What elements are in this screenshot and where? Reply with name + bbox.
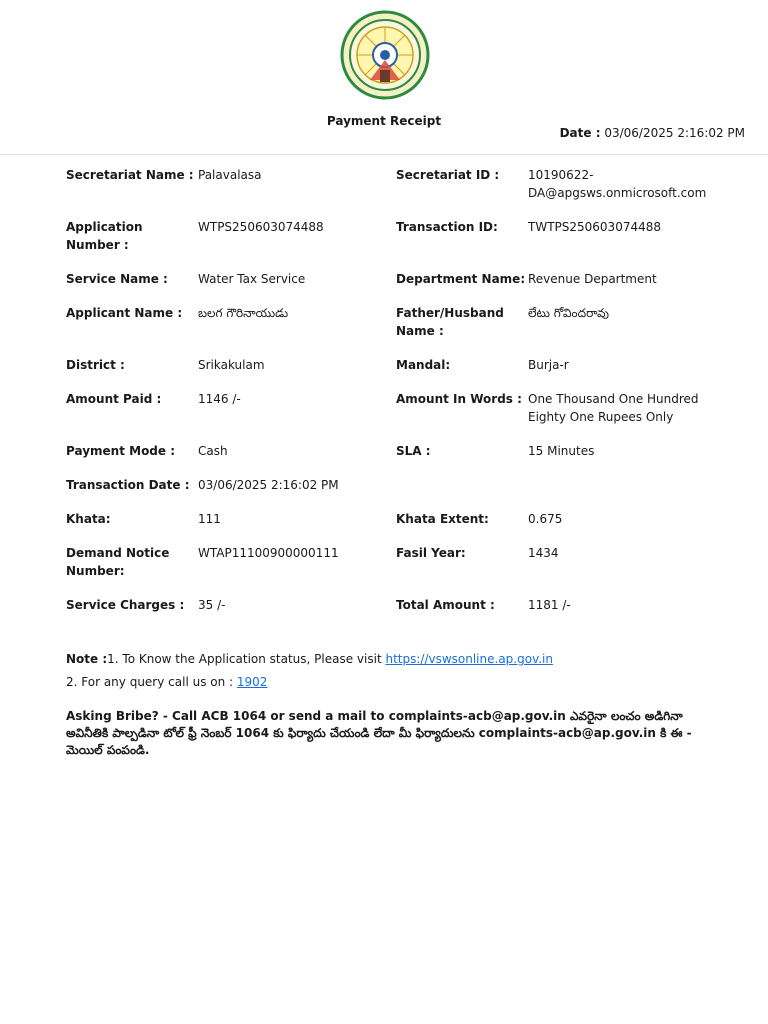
details-row (66, 270, 716, 288)
total-amount-label: Total Amount : (396, 598, 495, 612)
details-row (66, 476, 716, 494)
receipt-header (0, 0, 768, 155)
anti-bribe-notice: Asking Bribe? - Call ACB 1064 or send a mail to complaints-acb@ap.gov.in ఎవరైనా లంచం అడిగినా అవినీతికి పాల్పడినా టోల్ ఫ్రీ నెంబర్ 1064 కు ఫిర్యాదు చేయండి లేదా మీ ఫిర్యాదులను complaints-acb@ap.gov.in కి ఈ - మెయిల్ పంపండి. (66, 709, 692, 757)
fasil-year-label: Fasil Year: (396, 546, 466, 560)
details-row (66, 442, 716, 460)
details-row (66, 510, 716, 528)
sla-value: 15 Minutes (528, 444, 595, 458)
secretariat-id-value: 10190622-DA@apgsws.onmicrosoft.com (528, 168, 707, 200)
khata-label: Khata: (66, 512, 111, 526)
department-name-value: Revenue Department (528, 272, 657, 286)
payment-mode-label: Payment Mode : (66, 444, 176, 458)
demand-notice-number-label: Demand Notice Number: (66, 546, 170, 578)
page-title: Payment Receipt (326, 114, 442, 128)
khata-extent-value: 0.675 (528, 512, 563, 526)
transaction-id-label: Transaction ID: (396, 220, 498, 234)
department-name-label: Department Name: (396, 272, 526, 286)
mandal-label: Mandal: (396, 358, 451, 372)
details-row (66, 544, 716, 580)
service-charges-label: Service Charges : (66, 598, 185, 612)
service-name-label: Service Name : (66, 272, 168, 286)
note-line-2 (66, 673, 716, 691)
details-row (66, 218, 716, 254)
details-row (66, 390, 716, 426)
note1-text: 1. To Know the Application status, Please visit (107, 652, 386, 666)
fasil-year-value: 1434 (528, 546, 559, 560)
application-number-value: WTPS250603074488 (198, 220, 324, 234)
receipt-date (560, 126, 745, 140)
date-label: Date : (559, 126, 601, 140)
district-label: District : (66, 358, 125, 372)
andhra-pradesh-emblem-icon (340, 10, 430, 100)
applicant-name-label: Applicant Name : (66, 306, 183, 320)
details-row (66, 596, 716, 614)
secretariat-id-label: Secretariat ID : (396, 168, 500, 182)
details-row (66, 304, 716, 340)
demand-notice-number-value: WTAP11100900000111 (198, 546, 339, 560)
application-number-label: Application Number : (66, 220, 143, 252)
service-charges-value: 35 /- (198, 598, 226, 612)
note2-text: 2. For any query call us on : (66, 675, 237, 689)
khata-value: 111 (198, 512, 221, 526)
note-line-1 (66, 650, 716, 668)
empty-label (396, 476, 528, 494)
father-husband-name-value: లేటు గోవిందరావు (528, 306, 609, 320)
amount-in-words-value: One Thousand One Hundred Eighty One Rupees Only (528, 392, 699, 424)
details-row (66, 356, 716, 374)
khata-extent-label: Khata Extent: (396, 512, 489, 526)
mandal-value: Burja-r (528, 358, 569, 372)
transaction-date-value: 03/06/2025 2:16:02 PM (198, 478, 339, 492)
empty-value (528, 476, 713, 494)
details-row (66, 166, 716, 202)
notes-section (66, 650, 716, 696)
receipt-details (66, 166, 716, 630)
transaction-date-label: Transaction Date : (66, 478, 190, 492)
amount-paid-label: Amount Paid : (66, 392, 162, 406)
payment-mode-value: Cash (198, 444, 228, 458)
service-name-value: Water Tax Service (198, 272, 306, 286)
amount-paid-value: 1146 /- (198, 392, 241, 406)
district-value: Srikakulam (198, 358, 265, 372)
transaction-id-value: TWTPS250603074488 (528, 220, 661, 234)
father-husband-name-label: Father/Husband Name : (396, 306, 504, 338)
total-amount-value: 1181 /- (528, 598, 571, 612)
helpline-link[interactable]: 1902 (236, 675, 268, 689)
vsws-online-link[interactable]: https://vswsonline.ap.gov.in (385, 652, 553, 666)
amount-in-words-label: Amount In Words : (396, 392, 522, 406)
note-label: Note : (66, 652, 108, 666)
secretariat-name-value: Palavalasa (198, 168, 262, 182)
date-value: 03/06/2025 2:16:02 PM (604, 126, 745, 140)
applicant-name-value: బలగ గౌరినాయుడు (198, 306, 289, 320)
sla-label: SLA : (396, 444, 431, 458)
secretariat-name-label: Secretariat Name : (66, 168, 194, 182)
